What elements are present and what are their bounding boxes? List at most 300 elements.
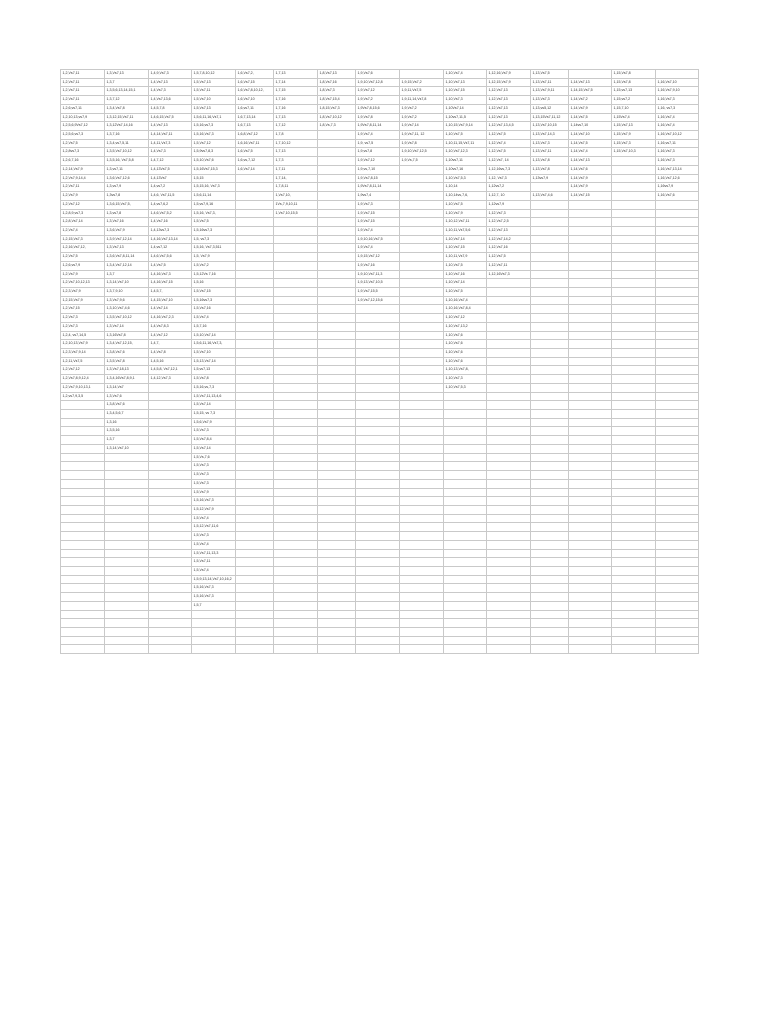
- table-cell[interactable]: [149, 584, 192, 593]
- table-cell[interactable]: 1,10,16,Vs7,4: [444, 296, 487, 305]
- table-cell[interactable]: 1,10,Vs7,5,3: [444, 174, 487, 183]
- table-cell[interactable]: [105, 628, 149, 637]
- table-cell[interactable]: [569, 331, 612, 340]
- table-cell[interactable]: [274, 628, 318, 637]
- table-cell[interactable]: 1,10,Vs7,13,2: [444, 322, 487, 331]
- table-cell[interactable]: [656, 314, 699, 323]
- table-cell[interactable]: [236, 453, 274, 462]
- table-cell[interactable]: [318, 610, 356, 619]
- table-cell[interactable]: [400, 305, 444, 314]
- table-cell[interactable]: 1,3,6,Vs7,8,11,14: [105, 253, 149, 262]
- table-cell[interactable]: 1,12,Vs7,5: [487, 253, 531, 262]
- table-cell[interactable]: [149, 610, 192, 619]
- table-cell[interactable]: [236, 375, 274, 384]
- table-cell[interactable]: 1,4,14,Vs7,11: [149, 131, 192, 140]
- table-cell[interactable]: [612, 549, 656, 558]
- table-cell[interactable]: 1,6,16,Vs7,11: [236, 139, 274, 148]
- table-cell[interactable]: [569, 636, 612, 645]
- table-cell[interactable]: [105, 471, 149, 480]
- table-cell[interactable]: [149, 462, 192, 471]
- table-cell[interactable]: [531, 523, 569, 532]
- table-cell[interactable]: 1,5,16,vs,7,3: [192, 383, 236, 392]
- table-cell[interactable]: 1Vs,7,9,10,11: [274, 200, 318, 209]
- table-cell[interactable]: [274, 436, 318, 445]
- table-cell[interactable]: [274, 462, 318, 471]
- table-cell[interactable]: [236, 462, 274, 471]
- table-cell[interactable]: [318, 331, 356, 340]
- table-cell[interactable]: 1,5, Vs7,9: [192, 253, 236, 262]
- table-cell[interactable]: [487, 383, 531, 392]
- table-cell[interactable]: [656, 392, 699, 401]
- table-cell[interactable]: [531, 540, 569, 549]
- table-cell[interactable]: [274, 601, 318, 610]
- table-cell[interactable]: [444, 453, 487, 462]
- table-cell[interactable]: [400, 514, 444, 523]
- table-cell[interactable]: [569, 532, 612, 541]
- table-cell[interactable]: [444, 628, 487, 637]
- table-cell[interactable]: [61, 471, 105, 480]
- table-cell[interactable]: [400, 453, 444, 462]
- table-cell[interactable]: [531, 558, 569, 567]
- table-cell[interactable]: [612, 601, 656, 610]
- table-cell[interactable]: 1,5,Vs7,11: [192, 87, 236, 96]
- table-cell[interactable]: [487, 619, 531, 628]
- table-cell[interactable]: [444, 584, 487, 593]
- table-cell[interactable]: [531, 479, 569, 488]
- table-cell[interactable]: [400, 593, 444, 602]
- table-cell[interactable]: [356, 366, 400, 375]
- table-cell[interactable]: [612, 314, 656, 323]
- table-cell[interactable]: [656, 322, 699, 331]
- table-cell[interactable]: 1,14,Vs7,5: [569, 139, 612, 148]
- table-cell[interactable]: [612, 349, 656, 358]
- table-cell[interactable]: [400, 601, 444, 610]
- table-cell[interactable]: [105, 523, 149, 532]
- table-cell[interactable]: 1,2,15,Vs7,3: [61, 235, 105, 244]
- table-cell[interactable]: [569, 610, 612, 619]
- table-cell[interactable]: [61, 436, 105, 445]
- table-cell[interactable]: [487, 314, 531, 323]
- table-cell[interactable]: [274, 488, 318, 497]
- table-cell[interactable]: 1,9,13,Vs7,10,5: [356, 279, 400, 288]
- table-cell[interactable]: [531, 322, 569, 331]
- table-cell[interactable]: [569, 235, 612, 244]
- table-cell[interactable]: [105, 593, 149, 602]
- table-cell[interactable]: 1,2,Vs7,9: [61, 192, 105, 201]
- table-cell[interactable]: [61, 401, 105, 410]
- table-cell[interactable]: 1,15,7,10: [612, 104, 656, 113]
- table-cell[interactable]: [612, 418, 656, 427]
- table-cell[interactable]: [274, 566, 318, 575]
- table-cell[interactable]: 1,9,Vs7,4: [356, 244, 400, 253]
- table-cell[interactable]: 1,13,Vs7,11: [531, 78, 569, 87]
- table-cell[interactable]: [400, 523, 444, 532]
- table-cell[interactable]: [274, 270, 318, 279]
- table-cell[interactable]: 1,9,11,14,Vs7,8: [400, 96, 444, 105]
- table-cell[interactable]: 1,9,15,Vs7,2: [400, 78, 444, 87]
- table-cell[interactable]: 1,5,6,11,14: [192, 192, 236, 201]
- table-cell[interactable]: 1,7,8: [274, 131, 318, 140]
- table-cell[interactable]: 1,9,Vs7,12: [356, 157, 400, 166]
- table-cell[interactable]: 1,5,Vs7,3: [192, 479, 236, 488]
- table-cell[interactable]: [531, 218, 569, 227]
- table-cell[interactable]: [356, 523, 400, 532]
- table-cell[interactable]: [318, 401, 356, 410]
- table-cell[interactable]: 1,4,16,Vs7,2,3: [149, 314, 192, 323]
- table-cell[interactable]: [400, 532, 444, 541]
- table-cell[interactable]: [612, 401, 656, 410]
- table-cell[interactable]: [105, 540, 149, 549]
- table-cell[interactable]: 1,2,Vs7,9,10,13,1: [61, 383, 105, 392]
- table-cell[interactable]: [61, 523, 105, 532]
- table-cell[interactable]: 1,10,Vs7,6: [444, 331, 487, 340]
- table-cell[interactable]: 1,Vs7,10,15,5: [274, 209, 318, 218]
- table-cell[interactable]: [612, 427, 656, 436]
- table-cell[interactable]: [236, 261, 274, 270]
- table-cell[interactable]: [569, 209, 612, 218]
- table-cell[interactable]: [356, 514, 400, 523]
- table-cell[interactable]: 1,9vs7,4: [356, 192, 400, 201]
- table-cell[interactable]: [356, 540, 400, 549]
- table-cell[interactable]: 1,7,12: [274, 122, 318, 131]
- table-cell[interactable]: 1,4,vs7,6,2: [149, 200, 192, 209]
- table-cell[interactable]: 1,16,Vs7,13,14: [656, 165, 699, 174]
- table-cell[interactable]: [400, 183, 444, 192]
- table-cell[interactable]: [236, 497, 274, 506]
- table-cell[interactable]: [531, 331, 569, 340]
- table-cell[interactable]: 1,5,6,11,16,Vs7,1: [192, 113, 236, 122]
- table-cell[interactable]: [444, 471, 487, 480]
- table-cell[interactable]: 1,14,Vs7,15: [569, 192, 612, 201]
- table-cell[interactable]: [656, 383, 699, 392]
- table-cell[interactable]: 1,12,16Vs7,3: [487, 270, 531, 279]
- table-cell[interactable]: [612, 383, 656, 392]
- table-cell[interactable]: [531, 427, 569, 436]
- table-cell[interactable]: [236, 523, 274, 532]
- table-cell[interactable]: [612, 322, 656, 331]
- table-cell[interactable]: [105, 505, 149, 514]
- table-cell[interactable]: [274, 558, 318, 567]
- table-cell[interactable]: [356, 444, 400, 453]
- table-cell[interactable]: 1,5,Vs7,4: [192, 540, 236, 549]
- table-cell[interactable]: 1,13,Vs7,10,15: [531, 122, 569, 131]
- table-cell[interactable]: [444, 497, 487, 506]
- table-cell[interactable]: 1,12,Vs7,16: [487, 244, 531, 253]
- table-cell[interactable]: [487, 540, 531, 549]
- table-cell[interactable]: [236, 183, 274, 192]
- table-cell[interactable]: 1,2,8vs7,3: [61, 148, 105, 157]
- table-cell[interactable]: [612, 619, 656, 628]
- table-cell[interactable]: [569, 314, 612, 323]
- table-cell[interactable]: 1,10,13,Vs7,8,: [444, 366, 487, 375]
- table-cell[interactable]: [400, 462, 444, 471]
- table-cell[interactable]: [356, 401, 400, 410]
- table-cell[interactable]: [400, 218, 444, 227]
- table-cell[interactable]: 1,10,Vs7,14: [444, 279, 487, 288]
- table-cell[interactable]: 1,5,15, vs 7,3: [192, 410, 236, 419]
- table-cell[interactable]: 1,10,11,Vs7,9: [444, 253, 487, 262]
- table-cell[interactable]: 1,5,Vs7,4: [192, 314, 236, 323]
- table-cell[interactable]: 1,12,Vs7,2,5: [487, 218, 531, 227]
- table-cell[interactable]: 1,5,Vs7,11,13,3: [192, 549, 236, 558]
- table-cell[interactable]: [236, 392, 274, 401]
- table-cell[interactable]: 1,12,Vs7,13: [487, 96, 531, 105]
- table-cell[interactable]: [612, 488, 656, 497]
- table-cell[interactable]: 1,7,13: [274, 148, 318, 157]
- table-cell[interactable]: [192, 610, 236, 619]
- table-cell[interactable]: [400, 427, 444, 436]
- table-cell[interactable]: 1,4,6,15,Vs7,5: [149, 113, 192, 122]
- table-cell[interactable]: [656, 601, 699, 610]
- table-cell[interactable]: 1,12,Vs7,5: [487, 131, 531, 140]
- table-cell[interactable]: 1,3,7: [105, 270, 149, 279]
- table-cell[interactable]: [274, 540, 318, 549]
- table-cell[interactable]: [612, 575, 656, 584]
- table-cell[interactable]: [318, 471, 356, 480]
- table-cell[interactable]: 1,13,vs5,12: [531, 104, 569, 113]
- table-cell[interactable]: [487, 628, 531, 637]
- table-cell[interactable]: [612, 645, 656, 654]
- table-cell[interactable]: [274, 418, 318, 427]
- table-cell[interactable]: [531, 279, 569, 288]
- table-cell[interactable]: [236, 322, 274, 331]
- table-cell[interactable]: 1,5,Vs7,4: [192, 514, 236, 523]
- table-cell[interactable]: [531, 253, 569, 262]
- table-cell[interactable]: [149, 383, 192, 392]
- table-cell[interactable]: 1,5,Vs7,3: [192, 427, 236, 436]
- table-cell[interactable]: [236, 296, 274, 305]
- table-cell[interactable]: 1,4,7,12: [149, 157, 192, 166]
- table-cell[interactable]: [356, 505, 400, 514]
- table-cell[interactable]: 1,2,11,Vs7,5: [61, 357, 105, 366]
- table-cell[interactable]: 1,10,Vs7,6: [444, 357, 487, 366]
- table-cell[interactable]: [531, 610, 569, 619]
- table-cell[interactable]: [444, 505, 487, 514]
- table-cell[interactable]: [318, 532, 356, 541]
- table-cell[interactable]: 1,10,12,Vs7,11: [444, 218, 487, 227]
- table-cell[interactable]: [356, 322, 400, 331]
- table-cell[interactable]: [236, 244, 274, 253]
- table-cell[interactable]: [531, 514, 569, 523]
- table-cell[interactable]: [61, 444, 105, 453]
- table-cell[interactable]: [487, 488, 531, 497]
- table-cell[interactable]: [569, 497, 612, 506]
- table-cell[interactable]: [531, 584, 569, 593]
- table-cell[interactable]: [444, 523, 487, 532]
- table-cell[interactable]: 1,2,6,vs7,9: [61, 261, 105, 270]
- table-cell[interactable]: [318, 322, 356, 331]
- table-cell[interactable]: 1,13,Vs7,9,11: [531, 87, 569, 96]
- table-cell[interactable]: 1,12,7, 10: [487, 192, 531, 201]
- table-cell[interactable]: 1,4,13Vs7: [149, 174, 192, 183]
- table-cell[interactable]: 1,4,Vs7,13,6: [149, 96, 192, 105]
- table-cell[interactable]: [318, 558, 356, 567]
- table-cell[interactable]: 1,9,Vs7,2: [400, 113, 444, 122]
- table-cell[interactable]: [656, 444, 699, 453]
- table-cell[interactable]: [569, 549, 612, 558]
- table-cell[interactable]: [487, 636, 531, 645]
- table-cell[interactable]: 1,5,16vs7,3: [192, 296, 236, 305]
- table-cell[interactable]: [356, 497, 400, 506]
- table-cell[interactable]: 1,3,5,Vs7,10,12: [105, 148, 149, 157]
- table-cell[interactable]: 1,4,13Vs7,5: [149, 165, 192, 174]
- table-cell[interactable]: [318, 488, 356, 497]
- table-cell[interactable]: 1,6,vs,7,12: [236, 157, 274, 166]
- table-cell[interactable]: 1,5,7,8,10,12: [192, 70, 236, 79]
- table-cell[interactable]: [531, 532, 569, 541]
- table-cell[interactable]: [318, 584, 356, 593]
- table-cell[interactable]: 1,3,4,5,6,7: [105, 410, 149, 419]
- table-cell[interactable]: [356, 453, 400, 462]
- table-cell[interactable]: [487, 471, 531, 480]
- table-cell[interactable]: 1,3,vs7,9: [105, 183, 149, 192]
- table-cell[interactable]: 1,2,8,Vs7,14: [61, 218, 105, 227]
- table-cell[interactable]: [356, 427, 400, 436]
- table-cell[interactable]: [236, 253, 274, 262]
- table-cell[interactable]: [274, 235, 318, 244]
- table-cell[interactable]: [612, 244, 656, 253]
- table-cell[interactable]: [356, 479, 400, 488]
- table-cell[interactable]: 1,4,Vs7,12: [149, 331, 192, 340]
- table-cell[interactable]: [612, 558, 656, 567]
- table-cell[interactable]: [531, 575, 569, 584]
- table-cell[interactable]: [656, 523, 699, 532]
- table-cell[interactable]: 1,7,8,11: [274, 183, 318, 192]
- table-cell[interactable]: [356, 418, 400, 427]
- table-cell[interactable]: [612, 462, 656, 471]
- table-cell[interactable]: [149, 540, 192, 549]
- table-cell[interactable]: [487, 357, 531, 366]
- table-cell[interactable]: [274, 392, 318, 401]
- table-cell[interactable]: [149, 444, 192, 453]
- table-cell[interactable]: [236, 645, 274, 654]
- table-cell[interactable]: 1,14,15,Vs7,5: [569, 87, 612, 96]
- table-cell[interactable]: 1,3,Vs7,13: [105, 244, 149, 253]
- table-cell[interactable]: [318, 453, 356, 462]
- table-cell[interactable]: [612, 444, 656, 453]
- table-cell[interactable]: [149, 401, 192, 410]
- table-cell[interactable]: [569, 357, 612, 366]
- table-cell[interactable]: 1,8,Vs7,13: [318, 70, 356, 79]
- table-cell[interactable]: [400, 279, 444, 288]
- table-cell[interactable]: [531, 410, 569, 419]
- table-cell[interactable]: [487, 566, 531, 575]
- table-cell[interactable]: 1,2,Vs7,3: [61, 322, 105, 331]
- table-cell[interactable]: [149, 636, 192, 645]
- table-cell[interactable]: 1,2,16,Vs7,12,: [61, 244, 105, 253]
- table-cell[interactable]: 1,10,14vs,7,6,: [444, 192, 487, 201]
- table-cell[interactable]: [656, 566, 699, 575]
- table-cell[interactable]: [318, 261, 356, 270]
- table-cell[interactable]: [236, 593, 274, 602]
- table-cell[interactable]: [569, 366, 612, 375]
- table-cell[interactable]: [274, 593, 318, 602]
- table-cell[interactable]: [569, 383, 612, 392]
- table-cell[interactable]: [656, 253, 699, 262]
- table-cell[interactable]: [531, 200, 569, 209]
- table-cell[interactable]: 1,9,Vs7,11, 12: [400, 131, 444, 140]
- table-cell[interactable]: [400, 296, 444, 305]
- table-cell[interactable]: 1,2,Vs7,11: [61, 78, 105, 87]
- table-cell[interactable]: [612, 296, 656, 305]
- table-cell[interactable]: 1,5,16, Vs7,3,511: [192, 244, 236, 253]
- table-cell[interactable]: [444, 601, 487, 610]
- table-cell[interactable]: [149, 436, 192, 445]
- table-cell[interactable]: [400, 270, 444, 279]
- table-cell[interactable]: [61, 462, 105, 471]
- table-cell[interactable]: 1,3,9,Vs7,12,14: [105, 235, 149, 244]
- table-cell[interactable]: 1,13,Vs7,11: [531, 148, 569, 157]
- table-cell[interactable]: 1,10,Vs7,12,3: [444, 148, 487, 157]
- table-cell[interactable]: [569, 392, 612, 401]
- table-cell[interactable]: [612, 471, 656, 480]
- table-cell[interactable]: 1,12,Vs7,4: [487, 139, 531, 148]
- table-cell[interactable]: 1,2,Vs7,11: [61, 70, 105, 79]
- table-cell[interactable]: [400, 192, 444, 201]
- table-cell[interactable]: [274, 279, 318, 288]
- table-cell[interactable]: 1,5,13,Vs7,14: [192, 357, 236, 366]
- table-cell[interactable]: 1,6,8,Vs7,12: [236, 131, 274, 140]
- table-cell[interactable]: [400, 314, 444, 323]
- table-cell[interactable]: [569, 418, 612, 427]
- table-cell[interactable]: 1,5,16Vs7,15,3: [192, 165, 236, 174]
- table-cell[interactable]: [612, 366, 656, 375]
- table-cell[interactable]: [444, 619, 487, 628]
- table-cell[interactable]: 1,10,Vs7,3: [444, 375, 487, 384]
- table-cell[interactable]: 1,10,15,Vs7,9,14: [444, 122, 487, 131]
- table-cell[interactable]: 1,8,Vs7,10,12: [318, 113, 356, 122]
- table-cell[interactable]: [656, 488, 699, 497]
- table-cell[interactable]: 1,4,5,7,8: [149, 104, 192, 113]
- table-cell[interactable]: [531, 366, 569, 375]
- table-cell[interactable]: [531, 462, 569, 471]
- table-cell[interactable]: 1,4,5,8, Vs7,12,1: [149, 366, 192, 375]
- table-cell[interactable]: 1,10vs7,11,5: [444, 113, 487, 122]
- table-cell[interactable]: 1,12,Vs7,13: [487, 226, 531, 235]
- table-cell[interactable]: 1,14,Vs7,13: [569, 78, 612, 87]
- table-cell[interactable]: [444, 636, 487, 645]
- table-cell[interactable]: 1,10Vs7,14: [444, 104, 487, 113]
- table-cell[interactable]: 1,4,16,Vs7,3: [149, 270, 192, 279]
- table-cell[interactable]: [612, 157, 656, 166]
- table-cell[interactable]: [356, 314, 400, 323]
- table-cell[interactable]: [105, 532, 149, 541]
- table-cell[interactable]: [274, 532, 318, 541]
- table-cell[interactable]: [236, 209, 274, 218]
- table-cell[interactable]: 1,2,Vs7,5: [61, 253, 105, 262]
- table-cell[interactable]: 1,3,12Vs7,14,16: [105, 122, 149, 131]
- table-cell[interactable]: 1,5,10,Vs7,6: [192, 157, 236, 166]
- table-cell[interactable]: 1,3,14,Vs7,10: [105, 279, 149, 288]
- table-cell[interactable]: 1,5,Vs7,12: [192, 139, 236, 148]
- table-cell[interactable]: 1,16,Vs7,4: [656, 113, 699, 122]
- table-cell[interactable]: [569, 349, 612, 358]
- table-cell[interactable]: 1,6,7,13,14: [236, 113, 274, 122]
- table-cell[interactable]: 1,12,Vs7,11: [487, 261, 531, 270]
- table-cell[interactable]: 1,10,Vs7,4: [444, 70, 487, 79]
- table-cell[interactable]: [656, 619, 699, 628]
- table-cell[interactable]: 1,3,Vs7,13: [105, 70, 149, 79]
- table-cell[interactable]: [236, 636, 274, 645]
- table-cell[interactable]: 1,9,Vs7,16: [356, 261, 400, 270]
- table-cell[interactable]: [531, 601, 569, 610]
- table-cell[interactable]: [105, 575, 149, 584]
- table-cell[interactable]: 1,16, vs7,3: [656, 104, 699, 113]
- table-cell[interactable]: 1,7,14: [274, 78, 318, 87]
- table-cell[interactable]: [656, 226, 699, 235]
- table-cell[interactable]: [400, 366, 444, 375]
- table-cell[interactable]: [61, 410, 105, 419]
